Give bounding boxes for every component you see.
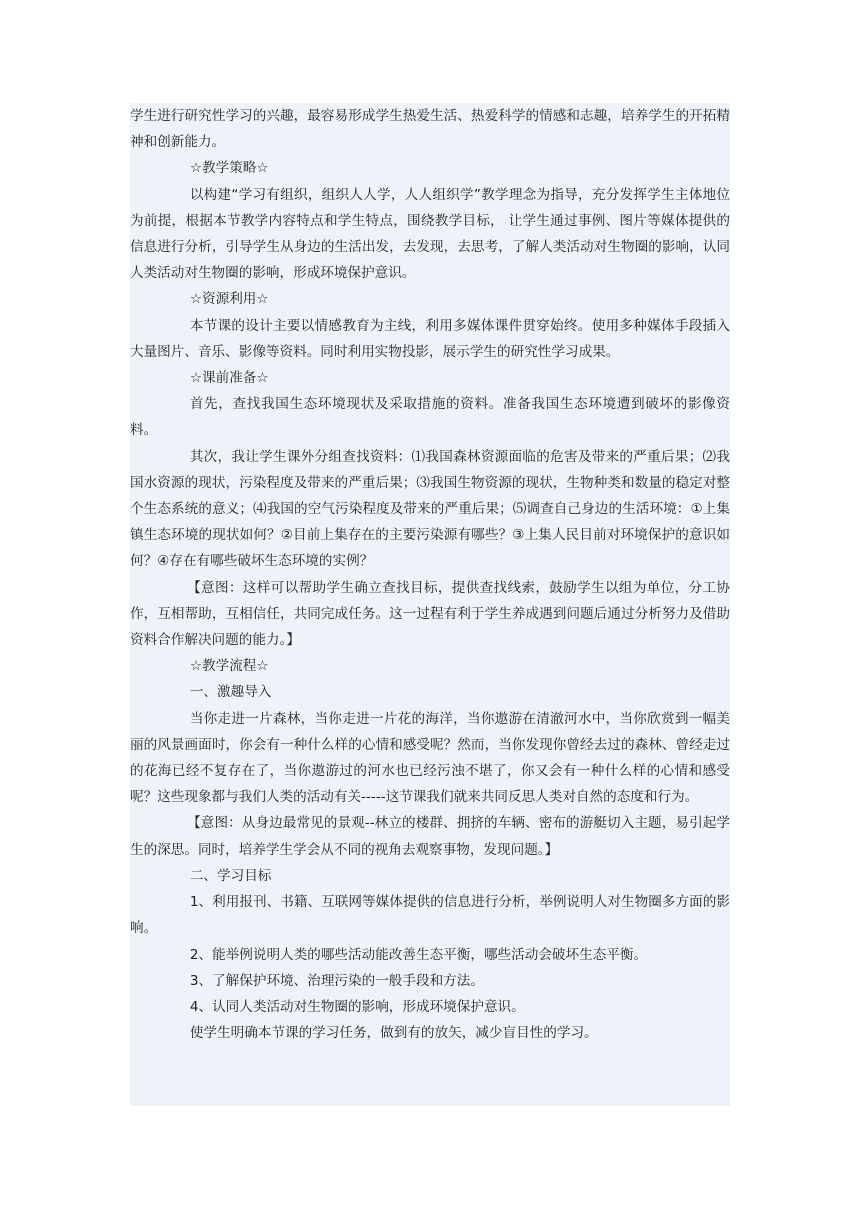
paragraph-preparation-second: 其次，我让学生课外分组查找资料：⑴我国森林资源面临的危害及带来的严重后果；⑵我国水资源的现状，污染程度及带来的严重后果；⑶我国生物资源的现状，生物种类和数量的稳定对整个生态系统的意义；⑷我国的空气污染程度及带来的严重后果；⑸调查自己身边的生活环境：①上集镇生态环境的现状如何？②目前上集存在的主要污染源有哪些？③上集人民目前对环境保护的意识如何？④存在有哪些破坏生态环境的实例？ xyxy=(130,448,730,570)
list-item-goal-3: 3、了解保护环境、治理污染的一般手段和方法。 xyxy=(189,972,484,989)
heading-preparation: ☆课前准备☆ xyxy=(189,370,269,387)
list-item-goal-2: 2、能举例说明人类的哪些活动能改善生态平衡，哪些活动会破坏生态平衡。 xyxy=(189,946,648,963)
note-introduction-intent: 【意图：从身边最常见的景观--林立的楼群、拥挤的车辆、密布的游艇切入主题，易引起学生的深思。同时，培养学生学会从不同的视角去观察事物，发现问题。】 xyxy=(130,815,730,858)
heading-teaching-flow: ☆教学流程☆ xyxy=(189,658,269,675)
paragraph-introduction: 当你走进一片森林，当你走进一片花的海洋，当你遨游在清澈河水中，当你欣赏到一幅美丽的风景画面时，你会有一种什么样的心情和感受呢？然而，当你发现你曾经去过的森林、曾经走过的花海已经不复存在了，当你遨游过的河水也已经污浊不堪了，你又会有一种什么样的心情和感受呢？这些现象都与我们人类的活动有关-----这节课我们就来共同反思人类对自然的态度和行为。 xyxy=(130,710,730,806)
subheading-learning-goals: 二、学习目标 xyxy=(189,867,272,884)
paragraph-teaching-strategy: 以构建“学习有组织，组织人人学，人人组织学”教学理念为指导，充分发挥学生主体地位为前提，根据本节教学内容特点和学生特点，围绕教学目标， 让学生通过事例、图片等媒体提供的信息进行分析，引导学生从身边的生活出发，去发现，去思考，了解人类活动对生物圈的影响，认同人类活动对生物圈的影响，形成环境保护意识。 xyxy=(130,186,730,282)
paragraph-preparation-first: 首先，查找我国生态环境现状及采取措施的资料。准备我国生态环境遭到破坏的影像资料。 xyxy=(130,396,730,439)
heading-teaching-strategy: ☆教学策略☆ xyxy=(189,160,269,177)
paragraph-goal-summary: 使学生明确本节课的学习任务，做到有的放矢，减少盲目性的学习。 xyxy=(189,1025,598,1042)
list-item-goal-1: 1、利用报刊、书籍、互联网等媒体提供的信息进行分析，举例说明人对生物圈多方面的影响。 xyxy=(130,894,730,937)
document-page xyxy=(130,103,730,1106)
list-item-goal-4: 4、认同人类活动对生物圈的影响，形成环境保护意识。 xyxy=(189,998,525,1015)
note-preparation-intent: 【意图：这样可以帮助学生确立查找目标，提供查找线索，鼓励学生以组为单位，分工协作，互相帮助，互相信任，共同完成任务。这一过程有利于学生养成遇到问题后通过分析努力及借助资料合作解决问题的能力。】 xyxy=(130,579,730,649)
paragraph-intro: 学生进行研究性学习的兴趣，最容易形成学生热爱生活、热爱科学的情感和志趣，培养学生的开拓精神和创新能力。 xyxy=(130,108,730,151)
paragraph-resource-use: 本节课的设计主要以情感教育为主线，利用多媒体课件贯穿始终。使用多种媒体手段插入大量图片、音乐、影像等资料。同时利用实物投影，展示学生的研究性学习成果。 xyxy=(130,317,730,360)
subheading-introduction: 一、激趣导入 xyxy=(189,684,272,701)
heading-resource-use: ☆资源利用☆ xyxy=(189,291,269,308)
